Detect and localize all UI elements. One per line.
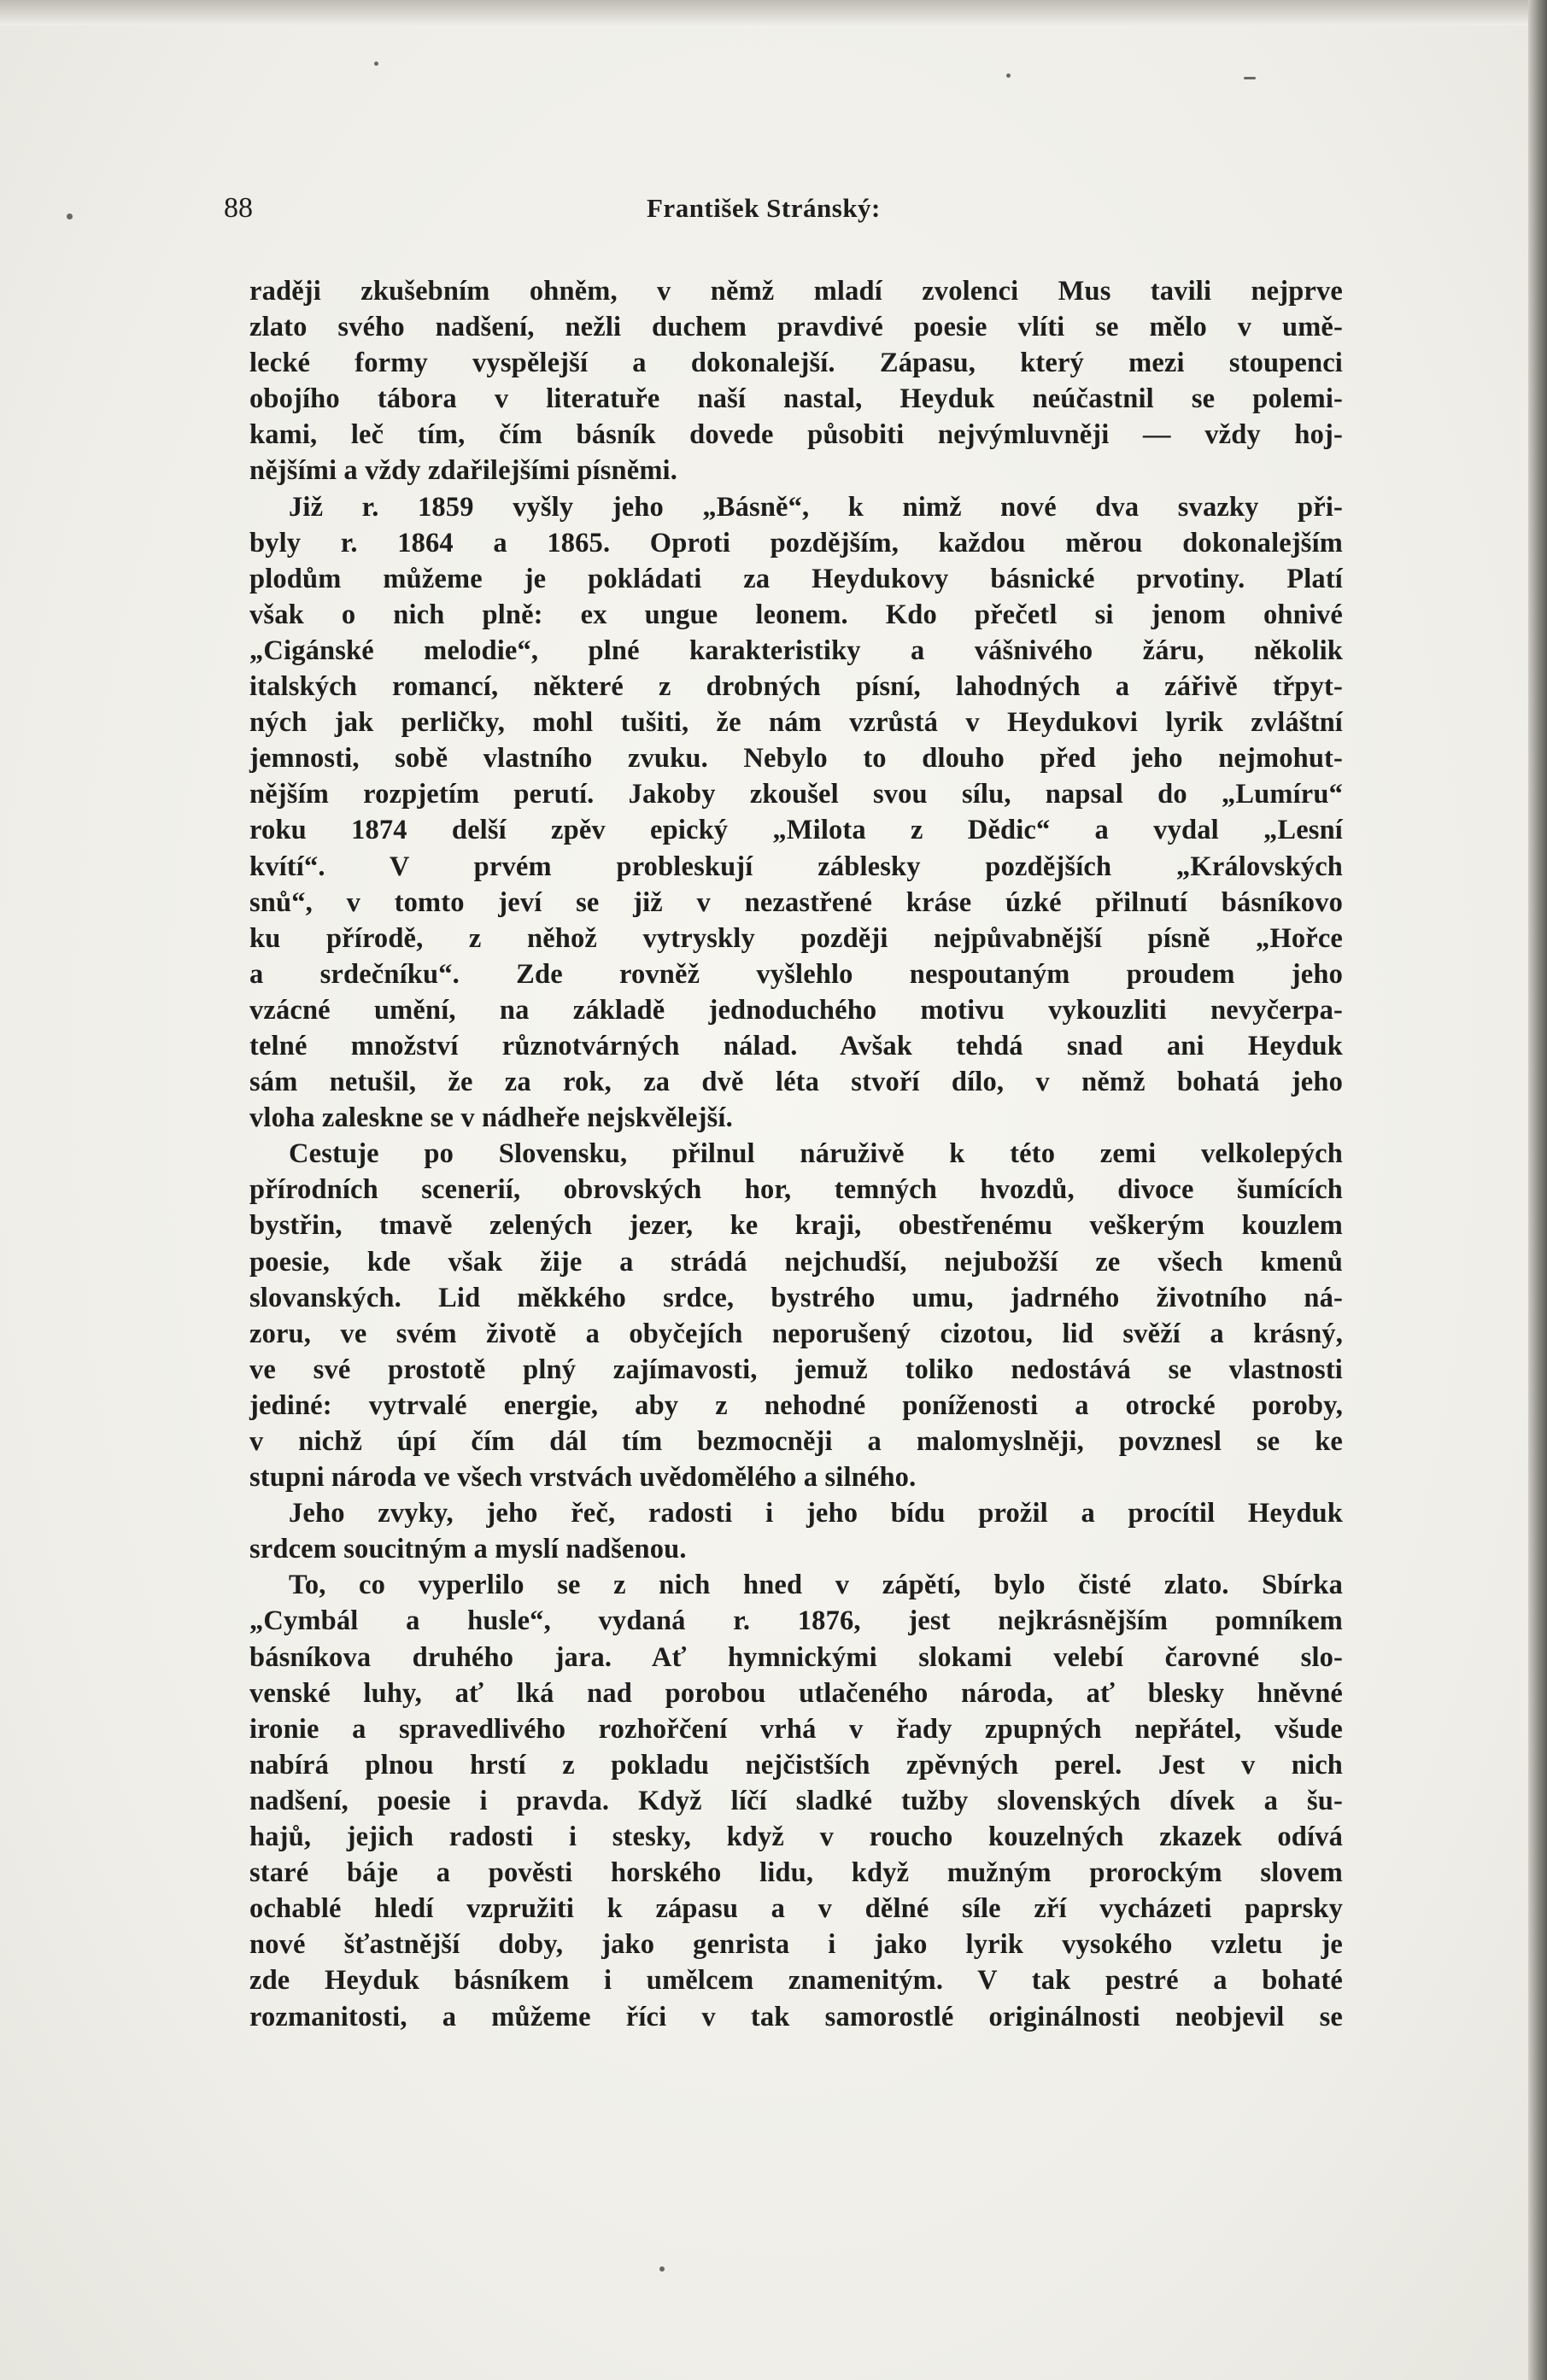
text-line: rozmanitosti, a můžeme říci v tak samorostlé originálnosti neobjevil se — [249, 2001, 1343, 2032]
text-line: jediné: vytrvalé energie, aby z nehodné poníženosti a otrocké poroby, — [249, 1389, 1343, 1421]
text-line: zde Heyduk básníkem i umělcem znamenitým. V tak pestré a bohaté — [249, 1965, 1343, 1997]
text-line: ironie a spravedlivého rozhořčení vrhá v řady zpupných nepřátel, všude — [249, 1713, 1343, 1745]
text-line: vzácné umění, na základě jednoduchého motivu vykouzliti nevyčerpa- — [249, 994, 1343, 1026]
text-line: ve své prostotě plný zajímavosti, jemuž toliko nedostává se vlastnosti — [249, 1354, 1343, 1385]
text-line: ných jak perličky, mohl tušiti, že nám vzrůstá v Heydukovi lyrik zvláštní — [249, 707, 1343, 739]
text-line: nadšení, poesie i pravda. Když líčí sladké tužby slovenských dívek a šu- — [249, 1785, 1343, 1816]
text-line: nějším rozpjetím perutí. Jakoby zkoušel svou sílu, napsal do „Lumíru“ — [249, 779, 1343, 810]
dust-speck — [67, 213, 73, 219]
text-line: básníkova druhého jara. Ať hymnickými slokami velebí čarovné slo- — [249, 1641, 1343, 1673]
text-line: roku 1874 delší zpěv epický „Milota z Dědic“ a vydal „Lesní — [249, 815, 1343, 846]
text-line: nějšími a vždy zdařilejšími písněmi. — [249, 455, 677, 487]
text-line: Jeho zvyky, jeho řeč, radosti i jeho bídu prožil a procítil Heyduk — [289, 1498, 1343, 1529]
text-line: ochablé hledí vzpružiti k zápasu a v dělné síle zří vycházeti paprsky — [249, 1893, 1343, 1925]
body-text — [249, 273, 1343, 2035]
text-line: poesie, kde však žije a strádá nejchudší, nejubožší ze všech kmenů — [249, 1246, 1343, 1278]
text-line: raději zkušebním ohněm, v němž mladí zvolenci Mus tavili nejprve — [249, 276, 1343, 307]
text-line: nové šťastnější doby, jako genrista i jako lyrik vysokého vzletu je — [249, 1929, 1343, 1961]
text-line: přírodních scenerií, obrovských hor, temných hvozdů, divoce šumících — [249, 1174, 1343, 1206]
scan-page-edge — [1528, 0, 1547, 2380]
dust-speck — [1244, 77, 1256, 79]
text-line: snů“, v tomto jeví se již v nezastřené kráse úzké přilnutí básníkovo — [249, 886, 1343, 918]
text-line: lecké formy vyspělejší a dokonalejší. Zápasu, který mezi stoupenci — [249, 348, 1343, 379]
text-line: a srdečníku“. Zde rovněž vyšlehlo nespoutaným proudem jeho — [249, 958, 1343, 990]
text-line: kami, leč tím, čím básník dovede působiti nejvýmluvněji — vždy hoj- — [249, 419, 1343, 451]
text-line: ku přírodě, z něhož vytryskly později nejpůvabnější písně „Hořce — [249, 922, 1343, 954]
text-line: To, co vyperlilo se z nich hned v zápětí, bylo čisté zlato. Sbírka — [289, 1570, 1343, 1601]
text-line: kvítí“. V prvém probleskují záblesky pozdějších „Královských — [249, 851, 1343, 882]
dust-speck — [659, 2266, 665, 2272]
dust-speck — [374, 61, 378, 66]
text-line: venské luhy, ať lká nad porobou utlačeného národa, ať blesky hněvné — [249, 1677, 1343, 1709]
dust-speck — [1006, 73, 1011, 78]
text-line: sám netušil, že za rok, za dvě léta stvoří dílo, v němž bohatá jeho — [249, 1067, 1343, 1098]
text-line: „Cymbál a husle“, vydaná r. 1876, jest nejkrásnějším pomníkem — [249, 1605, 1343, 1637]
text-line: Cestuje po Slovensku, přilnul náruživě k této zemi velkolepých — [289, 1138, 1343, 1170]
text-line: „Cigánské melodie“, plné karakteristiky a vášnivého žáru, několik — [249, 634, 1343, 666]
running-head: František Stránský: — [647, 193, 881, 223]
text-line: stupni národa ve všech vrstvách uvědomělého a silného. — [249, 1462, 917, 1494]
page-number: 88 — [224, 192, 253, 224]
text-line: však o nich plně: ex ungue leonem. Kdo přečetl si jenom ohnivé — [249, 599, 1343, 630]
text-line: jemnosti, sobě vlastního zvuku. Nebylo to dlouho před jeho nejmohut- — [249, 743, 1343, 775]
text-line: v nichž úpí čím dál tím bezmocněji a malomyslněji, povznesl se ke — [249, 1426, 1343, 1457]
text-line: nabírá plnou hrstí z pokladu nejčistších zpěvných perel. Jest v nich — [249, 1749, 1343, 1781]
text-line: slovanských. Lid měkkého srdce, bystrého umu, jadrného životního ná- — [249, 1282, 1343, 1313]
text-line: bystřin, tmavě zelených jezer, ke kraji, obestřenému veškerým kouzlem — [249, 1210, 1343, 1242]
text-line: hajů, jejich radosti i stesky, když v roucho kouzelných zkazek odívá — [249, 1822, 1343, 1853]
scan-top-shadow — [0, 0, 1547, 26]
text-line: Již r. 1859 vyšly jeho „Básně“, k nimž nové dva svazky při- — [289, 491, 1343, 523]
text-line: zlato svého nadšení, nežli duchem pravdivé poesie vlíti se mělo v umě- — [249, 312, 1343, 343]
page-header — [224, 186, 1334, 231]
text-line: vloha zaleskne se v nádheře nejskvělejší. — [249, 1102, 733, 1134]
text-line: telné množství různotvárných nálad. Avšak tehdá snad ani Heyduk — [249, 1030, 1343, 1061]
text-line: byly r. 1864 a 1865. Oproti pozdějším, každou měrou dokonalejším — [249, 527, 1343, 558]
text-line: staré báje a pověsti horského lidu, když mužným prorockým slovem — [249, 1857, 1343, 1889]
text-line: zoru, ve svém životě a obyčejích neporušený cizotou, lid svěží a krásný, — [249, 1318, 1343, 1349]
text-line: srdcem soucitným a myslí nadšenou. — [249, 1534, 687, 1565]
text-line: italských romancí, některé z drobných písní, lahodných a zářivě třpyt- — [249, 671, 1343, 703]
text-line: plodům můžeme je pokládati za Heydukovy básnické prvotiny. Platí — [249, 563, 1343, 594]
text-line: obojího tábora v literatuře naší nastal, Heyduk neúčastnil se polemi- — [249, 383, 1343, 415]
